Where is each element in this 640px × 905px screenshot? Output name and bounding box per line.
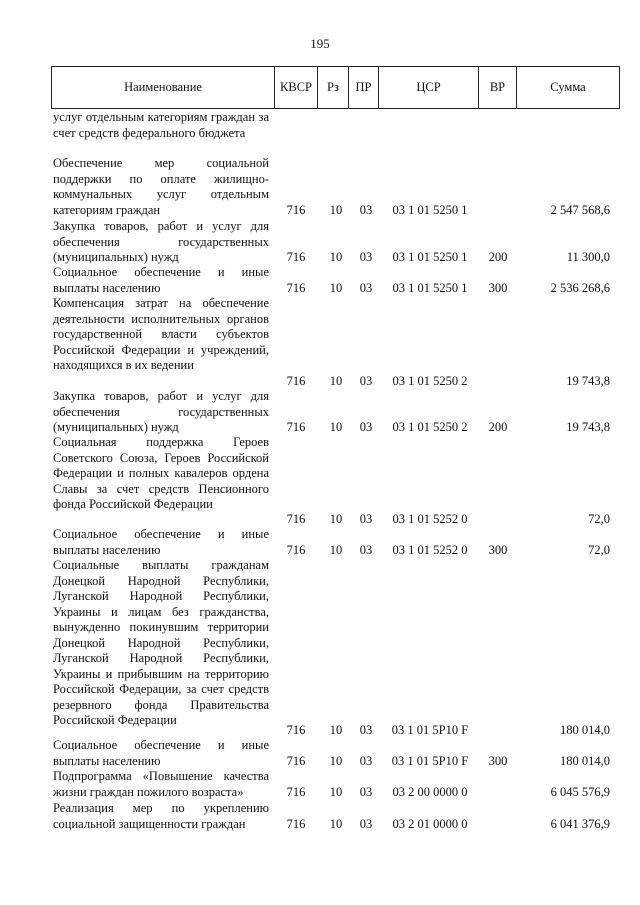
row-kvsr: 716: [286, 249, 306, 264]
table-row: [0, 435, 640, 527]
row-rz: 10: [329, 753, 343, 768]
table-row: [0, 265, 640, 296]
row-name: Закупка товаров, работ и услуг для обеспечения государственных (муниципальных) нужд: [53, 219, 269, 264]
row-sum: 19 743,8: [566, 419, 610, 434]
row-rz: 10: [329, 202, 343, 217]
page-number: 195: [310, 36, 330, 51]
row-rz: 10: [329, 249, 343, 264]
header-name: Наименование: [52, 67, 275, 108]
table-row: [0, 389, 640, 435]
row-pr: 03: [359, 202, 373, 217]
row-rz: 10: [329, 280, 343, 295]
row-csr: 03 1 01 5252 0: [392, 511, 468, 526]
row-csr: 03 1 01 5250 1: [392, 280, 468, 295]
row-name: Социальное обеспечение и иные выплаты населению: [53, 527, 269, 557]
row-name: услуг отдельным категориям граждан за счет средств федерального бюджета: [53, 110, 269, 140]
header-kvsr: КВСР: [275, 67, 318, 108]
row-pr: 03: [359, 249, 373, 264]
row-kvsr: 716: [286, 816, 306, 831]
row-rz: 10: [329, 816, 343, 831]
header-sum: Сумма: [550, 80, 586, 94]
row-csr: 03 2 00 0000 0: [392, 784, 468, 799]
row-name: Социальная поддержка Героев Советского Союза, Героев Российской Федерации и полных кавалеров ордена Славы за счет средств Пенсионного фонда Российской Федерации: [53, 435, 269, 511]
row-kvsr: 716: [286, 280, 306, 295]
row-csr: 03 1 01 5250 1: [392, 249, 468, 264]
row-rz: 10: [329, 373, 343, 388]
row-name: Социальные выплаты гражданам Донецкой Народной Республики, Луганской Народной Республики, Украины и лицам без гражданства, вынужденно покинувшим территории Донецкой Народной Республики, Луганской Народной Республики, Украины и прибывшим на территорию Российской Федерации, за счет средств резервного фонда Правительства Российской Федерации: [53, 558, 269, 727]
row-kvsr: 716: [286, 373, 306, 388]
row-pr: 03: [359, 722, 373, 737]
row-kvsr: 716: [286, 753, 306, 768]
row-sum: 2 547 568,6: [550, 202, 610, 217]
row-sum: 180 014,0: [560, 753, 610, 768]
row-rz: 10: [329, 511, 343, 526]
table-row: [0, 801, 640, 832]
row-pr: 03: [359, 373, 373, 388]
row-csr: 03 2 01 0000 0: [392, 816, 468, 831]
row-pr: 03: [359, 280, 373, 295]
row-pr: 03: [359, 816, 373, 831]
row-vr: 300: [488, 280, 508, 295]
row-pr: 03: [359, 511, 373, 526]
table-row: [0, 296, 640, 389]
row-name: Обеспечение мер социальной поддержки по оплате жилищно-коммунальных услуг отдельным категориям граждан: [53, 156, 269, 217]
row-sum: 180 014,0: [560, 722, 610, 737]
row-sum: 72,0: [588, 511, 610, 526]
row-sum: 6 041 376,9: [550, 816, 610, 831]
row-sum: 19 743,8: [566, 373, 610, 388]
table-row: [0, 769, 640, 800]
row-csr: 03 1 01 5250 1: [392, 202, 468, 217]
row-rz: 10: [329, 542, 343, 557]
header-csr: ЦСР: [379, 67, 479, 108]
row-name: Реализация мер по укреплению социальной защищенности граждан: [53, 801, 269, 831]
row-csr: 03 1 01 5252 0: [392, 542, 468, 557]
table-row: [0, 738, 640, 769]
row-kvsr: 716: [286, 511, 306, 526]
row-sum: 6 045 576,9: [550, 784, 610, 799]
row-pr: 03: [359, 753, 373, 768]
row-name: Социальное обеспечение и иные выплаты населению: [53, 265, 269, 295]
row-pr: 03: [359, 784, 373, 799]
row-sum: 72,0: [588, 542, 610, 557]
table-row: [0, 110, 640, 157]
row-csr: 03 1 01 5Р10 F: [391, 722, 469, 737]
row-vr: 300: [488, 753, 508, 768]
row-kvsr: 716: [286, 784, 306, 799]
row-vr: 300: [488, 542, 508, 557]
row-kvsr: 716: [286, 202, 306, 217]
table-header: [51, 66, 620, 109]
header-vr: ВР: [479, 67, 517, 108]
row-sum: 11 300,0: [566, 249, 610, 264]
row-kvsr: 716: [286, 722, 306, 737]
row-rz: 10: [329, 722, 343, 737]
table-row: [0, 527, 640, 558]
row-sum: 2 536 268,6: [550, 280, 610, 295]
header-pr: ПР: [349, 67, 379, 108]
row-csr: 03 1 01 5250 2: [392, 373, 468, 388]
row-name: Закупка товаров, работ и услуг для обеспечения государственных (муниципальных) нужд: [53, 389, 269, 434]
row-name: Социальное обеспечение и иные выплаты населению: [53, 738, 269, 768]
row-name: Подпрограмма «Повышение качества жизни граждан пожилого возраста»: [53, 769, 269, 799]
table-row: [0, 156, 640, 218]
row-pr: 03: [359, 419, 373, 434]
header-rz: Рз: [318, 67, 349, 108]
row-rz: 10: [329, 784, 343, 799]
row-vr: 200: [488, 419, 508, 434]
table-row: [0, 219, 640, 265]
row-csr: 03 1 01 5250 2: [392, 419, 468, 434]
row-csr: 03 1 01 5Р10 F: [391, 753, 469, 768]
row-vr: 200: [488, 249, 508, 264]
table-row: [0, 558, 640, 738]
row-pr: 03: [359, 542, 373, 557]
row-rz: 10: [329, 419, 343, 434]
row-kvsr: 716: [286, 419, 306, 434]
row-name: Компенсация затрат на обеспечение деятельности исполнительных органов государственной власти субъектов Российской Федерации и учреждений, находящихся в их ведении: [53, 296, 269, 372]
row-kvsr: 716: [286, 542, 306, 557]
